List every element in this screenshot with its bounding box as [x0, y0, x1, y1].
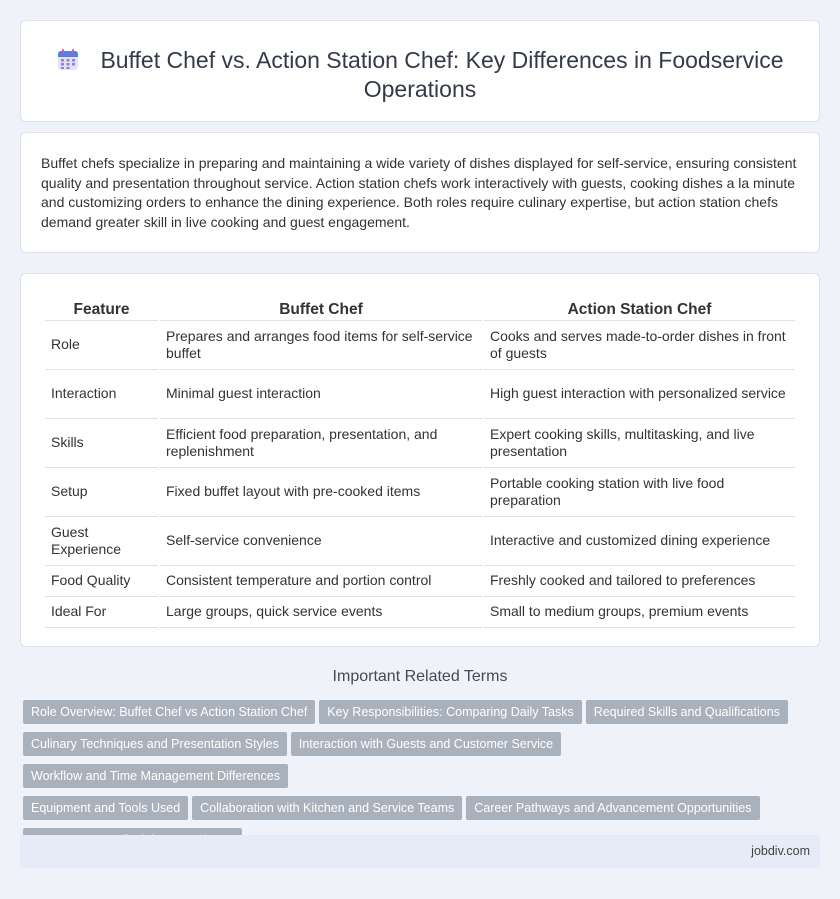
- table-row: [45, 370, 795, 419]
- related-term-tag[interactable]: Key Responsibilities: Comparing Daily Tasks: [319, 700, 581, 724]
- header-feature: Feature: [45, 294, 158, 321]
- action-cell: Small to medium groups, premium events: [484, 597, 795, 628]
- table-header-row: [45, 294, 795, 321]
- table-row: [45, 597, 795, 628]
- buffet-cell: Efficient food preparation, presentation, and replenishment: [160, 419, 482, 468]
- calendar-icon: [56, 48, 80, 72]
- related-term-tag[interactable]: Interaction with Guests and Customer Service: [291, 732, 561, 756]
- intro-card: [20, 132, 820, 253]
- intro-text: Buffet chefs specialize in preparing and maintaining a wide variety of dishes displayed for self-service, ensuring consistent quality and presentation throughout service. Action station chefs work interactively with guests, cooking dishes a la minute and customizing orders to enhance the dining experience. Both roles require culinary expertise, but action station chefs demand greater skill in live cooking and guest engagement.: [41, 155, 797, 230]
- related-term-tag[interactable]: Workflow and Time Management Differences: [23, 764, 288, 788]
- comparison-table-card: [20, 273, 820, 647]
- related-term-tag[interactable]: Culinary Techniques and Presentation Styles: [23, 732, 287, 756]
- action-cell: Portable cooking station with live food preparation: [484, 468, 795, 517]
- feature-cell: Interaction: [45, 370, 158, 419]
- feature-cell: Role: [45, 321, 158, 370]
- feature-cell: Setup: [45, 468, 158, 517]
- feature-cell: Guest Experience: [45, 517, 158, 566]
- title-card: [20, 20, 820, 122]
- action-cell: Cooks and serves made-to-order dishes in front of guests: [484, 321, 795, 370]
- feature-cell: Food Quality: [45, 566, 158, 597]
- footer-site-link[interactable]: jobdiv.com: [751, 844, 810, 858]
- header-buffet-chef: Buffet Chef: [160, 294, 482, 321]
- buffet-cell: Consistent temperature and portion control: [160, 566, 482, 597]
- buffet-cell: Self-service convenience: [160, 517, 482, 566]
- header-action-station-chef: Action Station Chef: [484, 294, 795, 321]
- buffet-cell: Prepares and arranges food items for self-service buffet: [160, 321, 482, 370]
- action-cell: Freshly cooked and tailored to preferences: [484, 566, 795, 597]
- page-title-text: Buffet Chef vs. Action Station Chef: Key Differences in Foodservice Operations: [100, 47, 784, 102]
- table-row: [45, 321, 795, 370]
- comparison-table: [43, 294, 797, 628]
- related-terms-title: Important Related Terms: [332, 668, 508, 685]
- buffet-cell: Minimal guest interaction: [160, 370, 482, 419]
- feature-cell: Skills: [45, 419, 158, 468]
- buffet-cell: Fixed buffet layout with pre-cooked items: [160, 468, 482, 517]
- buffet-cell: Large groups, quick service events: [160, 597, 482, 628]
- feature-cell: Ideal For: [45, 597, 158, 628]
- related-term-tag[interactable]: Career Pathways and Advancement Opportunities: [466, 796, 759, 820]
- table-row: [45, 566, 795, 597]
- related-term-tag[interactable]: Role Overview: Buffet Chef vs Action Station Chef: [23, 700, 315, 724]
- table-row: [45, 468, 795, 517]
- table-row: [45, 419, 795, 468]
- table-row: [45, 517, 795, 566]
- action-cell: Interactive and customized dining experience: [484, 517, 795, 566]
- action-cell: Expert cooking skills, multitasking, and live presentation: [484, 419, 795, 468]
- footer: [20, 835, 820, 868]
- related-term-tag[interactable]: Equipment and Tools Used: [23, 796, 188, 820]
- related-term-tag[interactable]: Collaboration with Kitchen and Service Teams: [192, 796, 462, 820]
- page-title: [21, 21, 819, 104]
- related-term-tag[interactable]: Required Skills and Qualifications: [586, 700, 788, 724]
- action-cell: High guest interaction with personalized service: [484, 370, 795, 419]
